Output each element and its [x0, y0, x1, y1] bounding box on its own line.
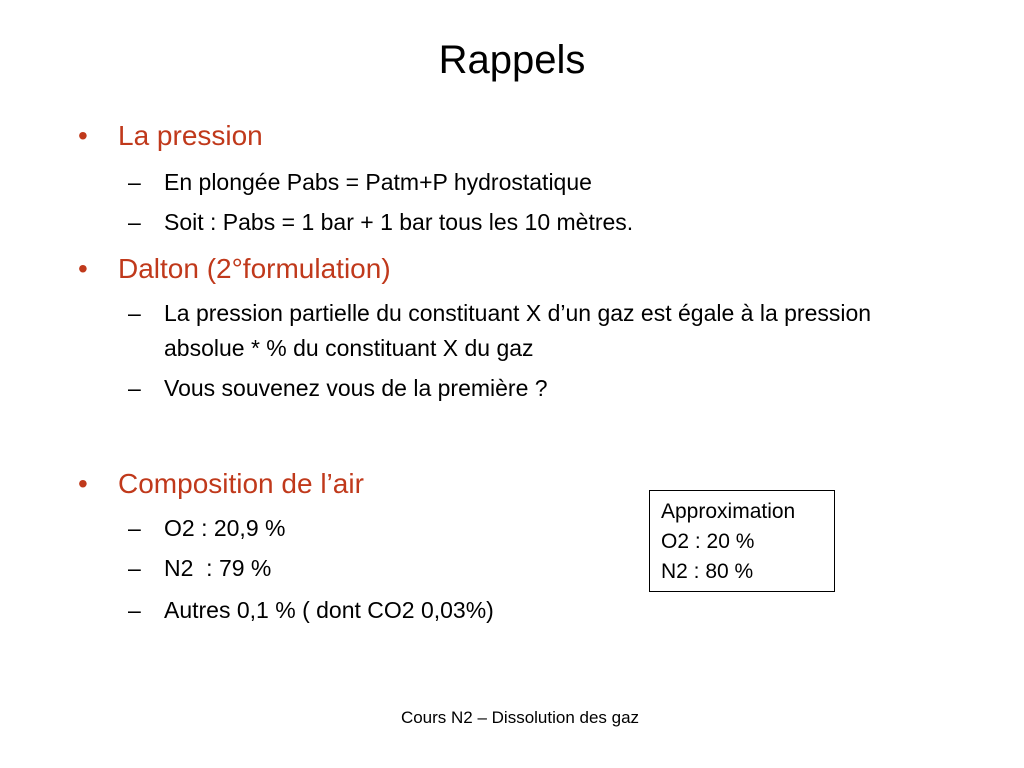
dash-icon: –	[128, 169, 141, 195]
bullet-icon: •	[78, 253, 88, 284]
sub-item-text: Autres 0,1 % ( dont CO2 0,03%)	[164, 597, 494, 623]
callout-line: O2 : 20 %	[661, 530, 755, 553]
dash-icon: –	[128, 375, 141, 401]
slide-title: Rappels	[438, 38, 586, 82]
section-heading: La pression	[118, 120, 263, 151]
sub-item-text: O2 : 20,9 %	[164, 515, 286, 541]
sub-item-text: En plongée Pabs = Patm+P hydrostatique	[164, 169, 592, 195]
callout-line: N2 : 80 %	[661, 560, 754, 583]
sub-item-text: Soit : Pabs = 1 bar + 1 bar tous les 10 mètres.	[164, 209, 634, 235]
section-heading: Composition de l’air	[118, 468, 364, 499]
slide-footer: Cours N2 – Dissolution des gaz	[400, 708, 640, 727]
dash-icon: –	[128, 515, 141, 541]
sub-item-text: La pression partielle du constituant X d’un gaz est égale à la pression absolue * % du constituant X du gaz	[164, 300, 872, 361]
dash-icon: –	[128, 597, 141, 623]
dash-icon: –	[128, 555, 141, 581]
approximation-callout	[649, 490, 835, 592]
section-heading: Dalton (2°formulation)	[118, 253, 391, 284]
dash-icon: –	[128, 300, 141, 326]
bullet-icon: •	[78, 468, 88, 499]
sub-item-text: N2 : 79 %	[164, 555, 272, 581]
bullet-icon: •	[78, 120, 88, 151]
dash-icon: –	[128, 209, 141, 235]
callout-line: Approximation	[661, 500, 796, 523]
sub-item-text: Vous souvenez vous de la première ?	[164, 375, 548, 401]
